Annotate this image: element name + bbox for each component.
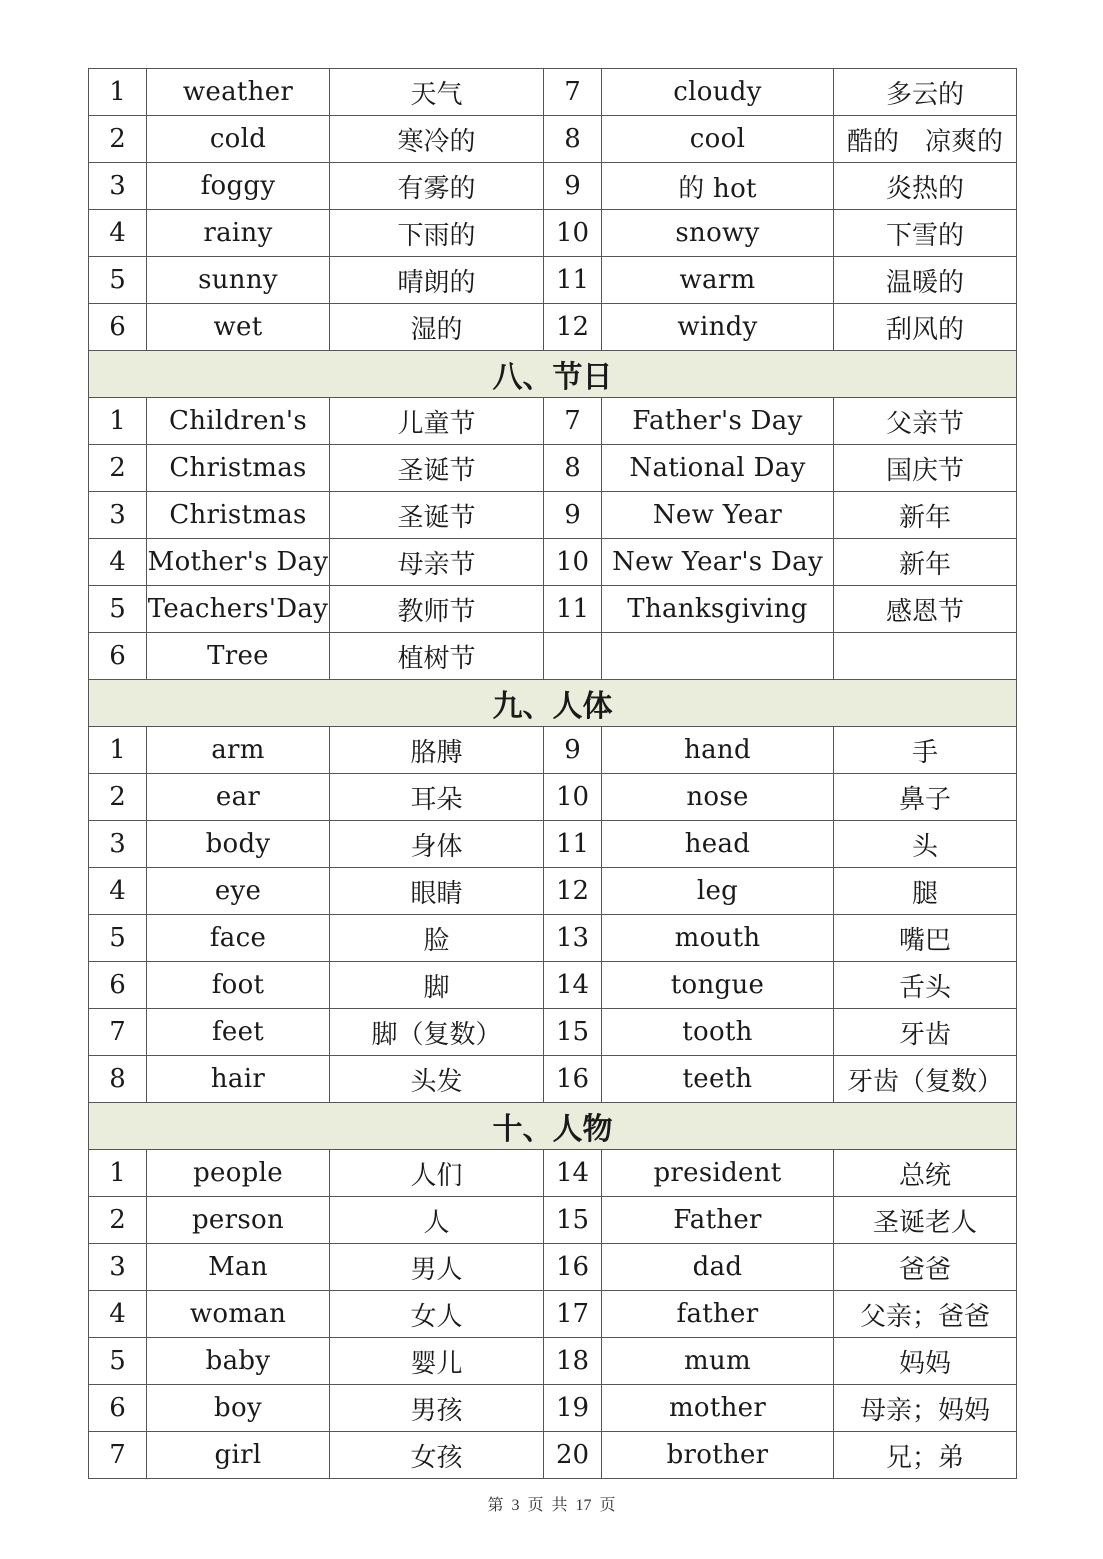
chinese-meaning: 妈妈 (834, 1338, 1017, 1385)
english-word: baby (147, 1338, 330, 1385)
english-word: rainy (147, 210, 330, 257)
item-number: 15 (544, 1009, 602, 1056)
chinese-meaning: 父亲节 (834, 398, 1017, 445)
english-word: New Year (602, 492, 834, 539)
english-word: mum (602, 1338, 834, 1385)
chinese-meaning: 眼睛 (330, 868, 544, 915)
english-word: foot (147, 962, 330, 1009)
item-number: 4 (89, 1291, 147, 1338)
english-word: brother (602, 1432, 834, 1479)
chinese-meaning: 男孩 (330, 1385, 544, 1432)
chinese-meaning (834, 633, 1017, 680)
item-number: 2 (89, 116, 147, 163)
item-number: 13 (544, 915, 602, 962)
english-word: nose (602, 774, 834, 821)
item-number: 6 (89, 633, 147, 680)
chinese-meaning: 牙齿（复数） (834, 1056, 1017, 1103)
section-title: 十、人物 (89, 1103, 1017, 1150)
chinese-meaning: 圣诞节 (330, 445, 544, 492)
item-number (544, 633, 602, 680)
chinese-meaning: 脸 (330, 915, 544, 962)
vocab-row (89, 539, 1017, 586)
english-word: sunny (147, 257, 330, 304)
vocab-row (89, 1432, 1017, 1479)
english-word: ear (147, 774, 330, 821)
item-number: 6 (89, 304, 147, 351)
vocabulary-page (88, 68, 1016, 1479)
chinese-meaning: 牙齿 (834, 1009, 1017, 1056)
chinese-meaning: 胳膊 (330, 727, 544, 774)
item-number: 11 (544, 821, 602, 868)
vocab-row (89, 868, 1017, 915)
english-word: New Year's Day (602, 539, 834, 586)
english-word: feet (147, 1009, 330, 1056)
vocab-row (89, 210, 1017, 257)
chinese-meaning: 酷的 凉爽的 (834, 116, 1017, 163)
vocab-row (89, 1197, 1017, 1244)
section-header-row (89, 680, 1017, 727)
chinese-meaning: 鼻子 (834, 774, 1017, 821)
english-word: Father (602, 1197, 834, 1244)
item-number: 2 (89, 774, 147, 821)
vocab-row (89, 69, 1017, 116)
item-number: 9 (544, 163, 602, 210)
english-word: snowy (602, 210, 834, 257)
english-word: wet (147, 304, 330, 351)
item-number: 5 (89, 586, 147, 633)
english-word: head (602, 821, 834, 868)
english-word: National Day (602, 445, 834, 492)
chinese-meaning: 人 (330, 1197, 544, 1244)
section-title: 九、人体 (89, 680, 1017, 727)
item-number: 3 (89, 163, 147, 210)
vocab-row (89, 1056, 1017, 1103)
item-number: 7 (89, 1009, 147, 1056)
english-word: arm (147, 727, 330, 774)
item-number: 8 (89, 1056, 147, 1103)
vocab-row (89, 1009, 1017, 1056)
english-word: president (602, 1150, 834, 1197)
chinese-meaning: 男人 (330, 1244, 544, 1291)
vocab-row (89, 633, 1017, 680)
chinese-meaning: 多云的 (834, 69, 1017, 116)
chinese-meaning: 人们 (330, 1150, 544, 1197)
english-word: cloudy (602, 69, 834, 116)
vocab-row (89, 1338, 1017, 1385)
item-number: 10 (544, 210, 602, 257)
english-word: leg (602, 868, 834, 915)
chinese-meaning: 下雨的 (330, 210, 544, 257)
english-word: face (147, 915, 330, 962)
item-number: 5 (89, 257, 147, 304)
vocab-row (89, 774, 1017, 821)
chinese-meaning: 耳朵 (330, 774, 544, 821)
english-word: father (602, 1291, 834, 1338)
vocab-row (89, 1385, 1017, 1432)
chinese-meaning: 寒冷的 (330, 116, 544, 163)
item-number: 4 (89, 868, 147, 915)
vocab-row (89, 163, 1017, 210)
english-word: people (147, 1150, 330, 1197)
chinese-meaning: 下雪的 (834, 210, 1017, 257)
english-word: Tree (147, 633, 330, 680)
chinese-meaning: 女人 (330, 1291, 544, 1338)
chinese-meaning: 感恩节 (834, 586, 1017, 633)
chinese-meaning: 腿 (834, 868, 1017, 915)
vocabulary-table (88, 68, 1017, 1479)
item-number: 1 (89, 727, 147, 774)
english-word: mother (602, 1385, 834, 1432)
english-word: hair (147, 1056, 330, 1103)
english-word: tooth (602, 1009, 834, 1056)
vocab-row (89, 821, 1017, 868)
item-number: 17 (544, 1291, 602, 1338)
chinese-meaning: 脚（复数） (330, 1009, 544, 1056)
english-word: dad (602, 1244, 834, 1291)
chinese-meaning: 炎热的 (834, 163, 1017, 210)
english-word: warm (602, 257, 834, 304)
page-footer: 第 3 页 共 17 页 (487, 1497, 616, 1514)
item-number: 3 (89, 1244, 147, 1291)
vocab-row (89, 492, 1017, 539)
item-number: 10 (544, 539, 602, 586)
chinese-meaning: 婴儿 (330, 1338, 544, 1385)
chinese-meaning: 兄；弟 (834, 1432, 1017, 1479)
english-word: tongue (602, 962, 834, 1009)
item-number: 8 (544, 116, 602, 163)
chinese-meaning: 湿的 (330, 304, 544, 351)
english-word: windy (602, 304, 834, 351)
chinese-meaning: 晴朗的 (330, 257, 544, 304)
chinese-meaning: 植树节 (330, 633, 544, 680)
english-word: weather (147, 69, 330, 116)
chinese-meaning: 爸爸 (834, 1244, 1017, 1291)
chinese-meaning: 母亲；妈妈 (834, 1385, 1017, 1432)
chinese-meaning: 舌头 (834, 962, 1017, 1009)
chinese-meaning: 母亲节 (330, 539, 544, 586)
item-number: 7 (544, 398, 602, 445)
chinese-meaning: 圣诞老人 (834, 1197, 1017, 1244)
vocab-row (89, 1291, 1017, 1338)
chinese-meaning: 女孩 (330, 1432, 544, 1479)
english-word: Man (147, 1244, 330, 1291)
item-number: 6 (89, 1385, 147, 1432)
chinese-meaning: 国庆节 (834, 445, 1017, 492)
chinese-meaning: 新年 (834, 539, 1017, 586)
vocab-row (89, 116, 1017, 163)
item-number: 7 (544, 69, 602, 116)
item-number: 11 (544, 257, 602, 304)
vocabulary-table-body (89, 69, 1017, 1479)
vocab-row (89, 1150, 1017, 1197)
chinese-meaning: 嘴巴 (834, 915, 1017, 962)
section-title: 八、节日 (89, 351, 1017, 398)
english-word: woman (147, 1291, 330, 1338)
item-number: 5 (89, 915, 147, 962)
vocab-row (89, 915, 1017, 962)
chinese-meaning: 刮风的 (834, 304, 1017, 351)
vocab-row (89, 398, 1017, 445)
english-word: Christmas (147, 492, 330, 539)
vocab-row (89, 445, 1017, 492)
item-number: 16 (544, 1244, 602, 1291)
item-number: 6 (89, 962, 147, 1009)
item-number: 18 (544, 1338, 602, 1385)
english-word (602, 633, 834, 680)
english-word: girl (147, 1432, 330, 1479)
item-number: 1 (89, 69, 147, 116)
english-word: cool (602, 116, 834, 163)
item-number: 1 (89, 1150, 147, 1197)
chinese-meaning: 有雾的 (330, 163, 544, 210)
chinese-meaning: 手 (834, 727, 1017, 774)
english-word: eye (147, 868, 330, 915)
chinese-meaning: 温暖的 (834, 257, 1017, 304)
vocab-row (89, 1244, 1017, 1291)
chinese-meaning: 天气 (330, 69, 544, 116)
english-word: 的 hot (602, 163, 834, 210)
item-number: 14 (544, 962, 602, 1009)
english-word: boy (147, 1385, 330, 1432)
vocab-row (89, 586, 1017, 633)
item-number: 2 (89, 1197, 147, 1244)
english-word: body (147, 821, 330, 868)
vocab-row (89, 257, 1017, 304)
item-number: 12 (544, 304, 602, 351)
english-word: person (147, 1197, 330, 1244)
item-number: 5 (89, 1338, 147, 1385)
section-header-row (89, 351, 1017, 398)
english-word: Thanksgiving (602, 586, 834, 633)
chinese-meaning: 教师节 (330, 586, 544, 633)
chinese-meaning: 身体 (330, 821, 544, 868)
item-number: 7 (89, 1432, 147, 1479)
item-number: 4 (89, 539, 147, 586)
vocab-row (89, 962, 1017, 1009)
english-word: cold (147, 116, 330, 163)
english-word: Father's Day (602, 398, 834, 445)
item-number: 2 (89, 445, 147, 492)
chinese-meaning: 儿童节 (330, 398, 544, 445)
item-number: 16 (544, 1056, 602, 1103)
chinese-meaning: 新年 (834, 492, 1017, 539)
chinese-meaning: 总统 (834, 1150, 1017, 1197)
english-word: teeth (602, 1056, 834, 1103)
vocab-row (89, 304, 1017, 351)
english-word: hand (602, 727, 834, 774)
english-word: Teachers'Day (147, 586, 330, 633)
english-word: Christmas (147, 445, 330, 492)
chinese-meaning: 头发 (330, 1056, 544, 1103)
english-word: foggy (147, 163, 330, 210)
item-number: 8 (544, 445, 602, 492)
chinese-meaning: 头 (834, 821, 1017, 868)
english-word: Children's (147, 398, 330, 445)
chinese-meaning: 脚 (330, 962, 544, 1009)
chinese-meaning: 圣诞节 (330, 492, 544, 539)
item-number: 12 (544, 868, 602, 915)
item-number: 19 (544, 1385, 602, 1432)
item-number: 20 (544, 1432, 602, 1479)
item-number: 3 (89, 821, 147, 868)
item-number: 11 (544, 586, 602, 633)
item-number: 10 (544, 774, 602, 821)
item-number: 4 (89, 210, 147, 257)
item-number: 9 (544, 727, 602, 774)
vocab-row (89, 727, 1017, 774)
item-number: 9 (544, 492, 602, 539)
chinese-meaning: 父亲；爸爸 (834, 1291, 1017, 1338)
english-word: Mother's Day (147, 539, 330, 586)
item-number: 15 (544, 1197, 602, 1244)
english-word: mouth (602, 915, 834, 962)
item-number: 1 (89, 398, 147, 445)
item-number: 14 (544, 1150, 602, 1197)
item-number: 3 (89, 492, 147, 539)
section-header-row (89, 1103, 1017, 1150)
